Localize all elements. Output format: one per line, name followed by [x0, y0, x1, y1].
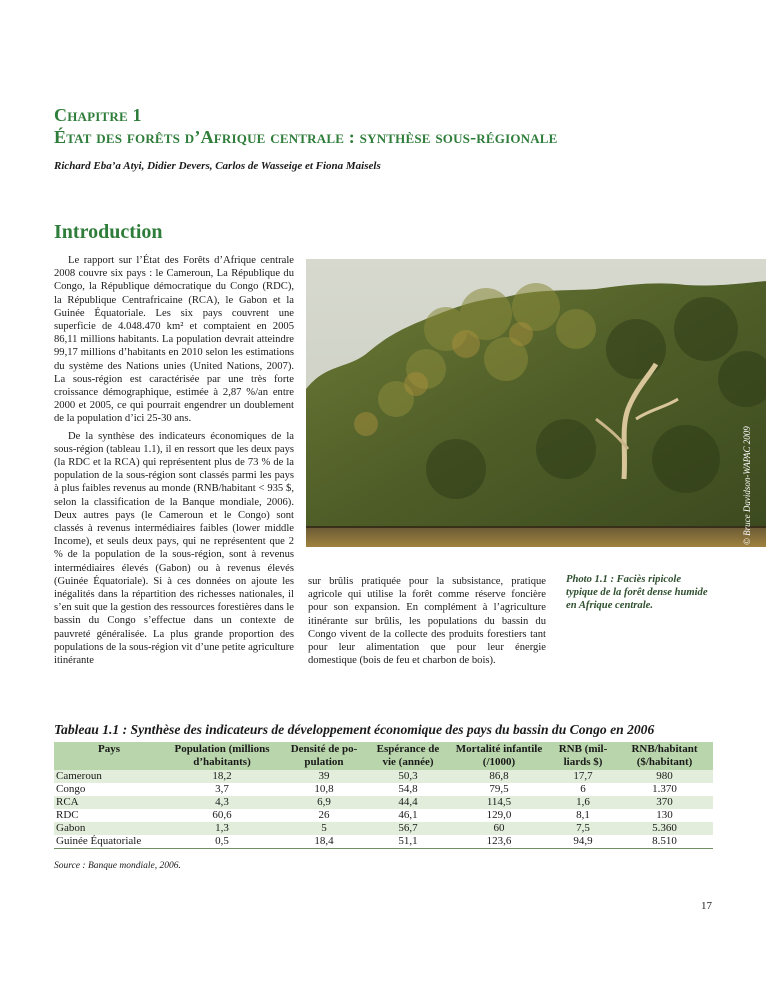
paragraph: De la synthèse des indicateurs économiques de la sous-région (tableau 1.1), il en ressort que les deux pays (la RDC et la RCA) qui représentent plus de 73 % de la population de la sous-région sont classés parmi les pays à plus faibles revenus au monde (RNB/habitant < 935 $, selon la classification de la Banque mondiale, 2006). Deux autres pays (le Cameroun et le Congo) sont classés à revenus intermédiaires faibles (lower middle Income), et seuls deux pays, qui ne représentent que 2 % de la population de la sous-région, sont à revenus intermédiaires élevés (Gabon) ou à revenus élevés (Guinée Équatoriale). Si à ces données on ajoute les inégalités dans la répartition des richesses nationales, il s’en suit que la gestion des ressources forestières dans le bassin du Congo s’effectue dans un contexte de pauvreté généralisée. La plus grande proportion des populations de la sous-région vit d’une petite agriculture itinérante: [54, 430, 294, 667]
left-column-text: [54, 254, 294, 667]
chapter-number: Chapitre 1: [54, 105, 142, 125]
page-number: 17: [701, 900, 712, 912]
cell-gni: 94,9: [550, 835, 616, 849]
chapter-heading: [54, 104, 558, 148]
cell-infant-mortality: 60: [448, 822, 550, 835]
cell-population: 60,6: [212, 809, 232, 821]
table-row: [54, 809, 713, 822]
cell-country: Congo: [56, 783, 86, 795]
cell-gni: 6: [580, 783, 586, 795]
section-title-introduction: Introduction: [54, 221, 163, 243]
cell-population: 3,7: [215, 783, 229, 795]
table-row: [54, 783, 713, 796]
header-mortalite: Mortalité infantile (/1000): [448, 742, 550, 770]
header-pays: Pays: [54, 742, 164, 770]
cell-gni-per-capita: 980: [616, 770, 713, 783]
cell-life-expectancy: 44,4: [368, 796, 448, 809]
forest-photo: [306, 259, 766, 547]
table-title: Tableau 1.1 : Synthèse des indicateurs de développement économique des pays du bassin du Congo en 2006: [54, 722, 655, 737]
cell-gni: 1,6: [550, 796, 616, 809]
cell-population: 4,3: [164, 796, 280, 809]
cell-gni-per-capita: 130: [656, 809, 673, 821]
header-rnb: RNB (mil- liards $): [550, 742, 616, 770]
header-esperance: Espérance de vie (année): [368, 742, 448, 770]
cell-infant-mortality: 86,8: [448, 770, 550, 783]
forest-photo-illustration: [306, 259, 766, 547]
cell-gni-per-capita: 1.370: [652, 783, 677, 795]
cell-density: 5: [280, 822, 368, 835]
header-population: Population (millions d’habitants): [164, 742, 280, 770]
cell-country: Cameroun: [54, 770, 164, 783]
chapter-title: État des forêts d’Afrique centrale : synthèse sous-régionale: [54, 127, 558, 147]
cell-infant-mortality: 123,6: [448, 835, 550, 849]
paragraph: Le rapport sur l’État des Forêts d’Afrique centrale 2008 couvre six pays : le Cameroun, La République du Congo, la République démocratique du Congo (RDC), la République Centrafricaine (RCA), le Gabon et la Guinée Équatoriale. Les six pays couvrent une superficie de 4.048.470 km² et comptaient en 2005 86,11 millions habitants. La population devrait atteindre 99,17 millions d’habitants en 2010 selon les estimations du système des Nations unies (United Nations, 2007). La sous-région est caractérisée par une très forte croissance démographique, estimée à 2,87 %/an entre 2000 et 2005, ce qui pourrait engendrer un doublement de la population d’ici 25-30 ans.: [54, 255, 294, 425]
cell-gni-per-capita: 8.510: [616, 835, 713, 849]
cell-density: 18,4: [280, 835, 368, 849]
cell-country: Gabon: [54, 822, 164, 835]
cell-population: 0,5: [164, 835, 280, 849]
cell-gni: 17,7: [550, 770, 616, 783]
photo-caption: Photo 1.1 : Faciès ripicole typique de la forêt dense humide en Afrique centrale.: [566, 574, 708, 612]
cell-density: 6,9: [280, 796, 368, 809]
header-rnb-habitant: RNB/habitant ($/habitant): [616, 742, 713, 770]
cell-density: 10,8: [314, 783, 334, 795]
photo-credit: © Bruce Davidson-WAPAC 2009: [742, 426, 752, 545]
cell-life-expectancy: 46,1: [398, 809, 418, 821]
authors-line: Richard Eba’a Atyi, Didier Devers, Carlos de Wasseige et Fiona Maisels: [54, 160, 381, 172]
cell-infant-mortality: 79,5: [489, 783, 509, 795]
cell-life-expectancy: 51,1: [368, 835, 448, 849]
table-header-row: [54, 742, 713, 770]
cell-density: 39: [280, 770, 368, 783]
cell-population: 1,3: [164, 822, 280, 835]
table-row: [54, 835, 713, 849]
cell-country: RCA: [54, 796, 164, 809]
cell-population: 18,2: [164, 770, 280, 783]
header-densite: Densité de po- pulation: [280, 742, 368, 770]
cell-gni: 7,5: [550, 822, 616, 835]
indicators-table: [54, 742, 713, 849]
table-row: [54, 822, 713, 835]
middle-column-text: sur brûlis pratiquée pour la subsistance, pratique agricole qui utilise la forêt comme réserve foncière pour son expansion. En complément à l’agriculture itinérante sur brûlis, les populations du bassin du Congo vivent de la collecte des produits forestiers tant pour leur alimentation que pour leur énergie domestique (bois de feu et charbon de bois).: [308, 576, 546, 667]
cell-gni: 8,1: [576, 809, 590, 821]
cell-density: 26: [318, 809, 330, 821]
table-row: [54, 796, 713, 809]
cell-life-expectancy: 50,3: [368, 770, 448, 783]
cell-infant-mortality: 114,5: [448, 796, 550, 809]
table-source: Source : Banque mondiale, 2006.: [54, 861, 181, 871]
cell-country: Guinée Équatoriale: [54, 835, 164, 849]
cell-gni-per-capita: 370: [616, 796, 713, 809]
cell-country: RDC: [56, 809, 79, 821]
table-row: [54, 770, 713, 783]
cell-infant-mortality: 129,0: [486, 809, 512, 821]
cell-life-expectancy: 56,7: [368, 822, 448, 835]
cell-life-expectancy: 54,8: [398, 783, 418, 795]
cell-gni-per-capita: 5.360: [616, 822, 713, 835]
